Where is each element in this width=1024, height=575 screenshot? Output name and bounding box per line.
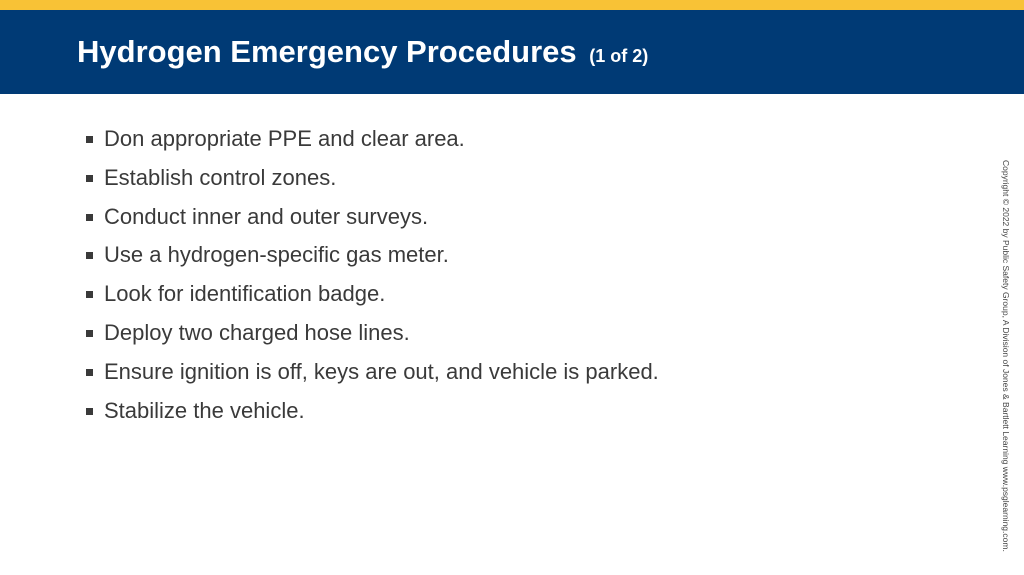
square-bullet-icon [86, 369, 93, 376]
bullet-text: Deploy two charged hose lines. [104, 319, 410, 345]
accent-bar [0, 0, 1024, 10]
bullet-item [86, 244, 659, 283]
bullet-text: Establish control zones. [104, 164, 337, 190]
title-banner [0, 10, 1024, 94]
bullet-text: Look for identification badge. [104, 281, 386, 307]
square-bullet-icon [86, 330, 93, 337]
bullet-item [86, 164, 659, 206]
square-bullet-icon [86, 136, 93, 143]
square-bullet-icon [86, 252, 93, 259]
bullet-item [86, 397, 659, 439]
bullet-item [86, 319, 659, 361]
bullet-item [86, 128, 659, 167]
bullet-list [86, 128, 659, 438]
bullet-item [86, 358, 659, 400]
slide-subtitle: (1 of 2) [589, 46, 649, 66]
slide-title-text: Hydrogen Emergency Procedures [77, 34, 577, 69]
bullet-text: Ensure ignition is off, keys are out, and vehicle is parked. [104, 358, 659, 384]
square-bullet-icon [86, 214, 93, 221]
bullet-item [86, 203, 659, 245]
square-bullet-icon [86, 291, 93, 298]
bullet-text: Conduct inner and outer surveys. [104, 203, 429, 229]
slide-title [77, 34, 648, 74]
bullet-text: Don appropriate PPE and clear area. [104, 126, 465, 151]
copyright-notice: Copyright © 2022 by Public Safety Group, A Division of Jones & Bartlett Learning www.psglearning.com. [1001, 160, 1011, 552]
bullet-text: Stabilize the vehicle. [104, 397, 305, 423]
bullet-text: Use a hydrogen-specific gas meter. [104, 242, 449, 268]
square-bullet-icon [86, 408, 93, 415]
bullet-item [86, 283, 659, 322]
square-bullet-icon [86, 175, 93, 182]
